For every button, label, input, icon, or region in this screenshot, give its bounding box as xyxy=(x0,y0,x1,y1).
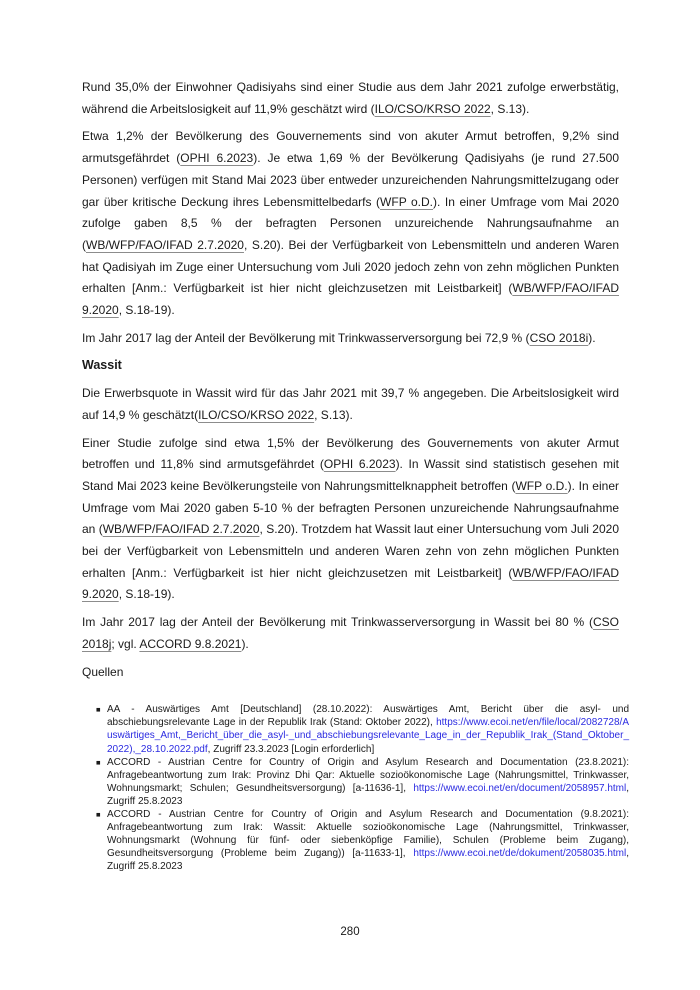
paragraph: Im Jahr 2017 lag der Anteil der Bevölkerung mit Trinkwasserversorgung in Wassit bei 80 % (CSO 2018j; vgl. ACCORD 9.8.2021). xyxy=(82,615,619,651)
paragraph: Rund 35,0% der Einwohner Qadisiyahs sind einer Studie aus dem Jahr 2021 zufolge erwerbstätig, während die Arbeitslosigkeit auf 11,9% geschätzt wird (ILO/CSO/KRSO 2022, S.13). xyxy=(82,80,619,116)
source-item: ■ ACCORD - Austrian Centre for Country of Origin and Asylum Research and Documentation (9.8.2021): Anfragebeantwortung zum Irak: Wassit: Aktuelle sozioökonomische Lage (Nahrungsmittel, Trinkwasser, Wohnungsmarkt (Wohnung für fünf- oder siebenköpfige Familie), Schulen (Probleme beim Zugang), Gesundheitsversorgung (Probleme beim Zugang)) [a-11633-1], https://www.ecoi.net/de/dokument/2058035.html, Zugriff 25.8.2023 xyxy=(96,809,629,873)
source-item: ■ ACCORD - Austrian Centre for Country of Origin and Asylum Research and Documentation (23.8.2021): Anfragebeantwortung zum Irak: Provinz Dhi Qar: Aktuelle sozioökonomische Lage (Nahrungsmittel, Trinkwasser, Wohnungsmarkt; Schulen; Gesundheitsversorgung) [a-11636-1], https://www.ecoi.net/en/document/2058957.html, Zugriff 25.8.2023 xyxy=(96,756,629,807)
reference-link[interactable]: WB/WFP/FAO/IFAD 2.7.2020 xyxy=(86,237,244,252)
paragraph: Etwa 1,2% der Bevölkerung des Gouvernements sind von akuter Armut betroffen, 9,2% sind armutsgefährdet (OPHI 6.2023). Je etwa 1,69 % der Bevölkerung Qadisiyahs (je rund 27.500 Personen) verfügen mit Stand Mai 2023 über entweder unzureichenden Nahrungsmittelzugang oder gar über kritische Deckung ihres Lebensmittelbedarfs (WFP o.D.). In einer Umfrage vom Mai 2020 zufolge gaben 8,5 % der befragten Personen unzureichende Nahrungsaufnahme an (WB/WFP/FAO/IFAD 2.7.2020, S.20). Bei der Verfügbarkeit von Lebensmitteln und anderen Waren hat Qadisiyah im Zuge einer Untersuchung vom Juli 2020 jedoch zehn von zehn möglichen Punkten erhalten [Anm.: Verfügbarkeit ist hier nicht gleichzusetzen mit Leistbarkeit] (WB/WFP/FAO/IFAD 9.2020, S.18-19). xyxy=(82,129,620,318)
external-url-link[interactable]: https://www.ecoi.net/en/file/local/2082728/Auswärtiges_Amt,_Bericht_über_die_asyl-_und_abschiebungsrelevante_Lage_in_der_Republik_Irak_(Stand_Oktober_2022),_28.10.2022.pdf xyxy=(107,717,630,755)
reference-link[interactable]: CSO 2018j xyxy=(82,615,619,651)
bullet-square-icon: ■ xyxy=(96,757,101,767)
document-body xyxy=(82,77,619,683)
reference-link[interactable]: OPHI 6.2023 xyxy=(180,151,254,166)
external-url-link[interactable]: https://www.ecoi.net/en/document/2058957.html xyxy=(413,782,627,794)
page-number: 280 xyxy=(340,926,360,938)
bullet-square-icon: ■ xyxy=(96,705,101,715)
source-item: ■ AA - Auswärtiges Amt [Deutschland] (28.10.2022): Auswärtiges Amt, Bericht über die asyl- und abschiebungsrelevante Lage in der Republik Irak (Stand: Oktober 2022), https://www.ecoi.net/en/file/local/2082728/Auswärtiges_Amt,_Bericht_über_die_asyl-_und_abschiebungsrelevante_Lage_in_der_Republik_Irak_(Stand_Oktober_2022),_28.10.2022.pdf, Zugriff 23.3.2023 [Login erforderlich] xyxy=(96,704,630,755)
reference-link[interactable]: WB/WFP/FAO/IFAD 9.2020 xyxy=(82,565,619,602)
bullet-square-icon: ■ xyxy=(96,810,101,820)
reference-link[interactable]: CSO 2018i xyxy=(529,330,589,345)
reference-link[interactable]: OPHI 6.2023 xyxy=(323,457,396,472)
reference-link[interactable]: ILO/CSO/KRSO 2022 xyxy=(374,101,491,116)
reference-link[interactable]: ILO/CSO/KRSO 2022 xyxy=(198,407,315,422)
paragraph: Im Jahr 2017 lag der Anteil der Bevölkerung mit Trinkwasserversorgung bei 72,9 % (CSO 2018i). xyxy=(82,330,596,345)
document-content xyxy=(82,77,630,874)
sources-label: Quellen xyxy=(82,664,124,679)
reference-link[interactable]: WFP o.D. xyxy=(380,194,434,209)
paragraph: Einer Studie zufolge sind etwa 1,5% der Bevölkerung des Gouvernements von akuter Armut betroffen und 11,8% sind armutsgefährdet (OPHI 6.2023). In Wassit sind statistisch gesehen mit Stand Mai 2023 keine Bevölkerungsteile von Nahrungsmittelknappheit betroffen (WFP o.D.). In einer Umfrage vom Mai 2020 gaben 5-10 % der befragten Personen unzureichende Nahrungsaufnahme an (WB/WFP/FAO/IFAD 2.7.2020, S.20). Trotzdem hat Wassit laut einer Untersuchung vom Juli 2020 bei der Verfügbarkeit von Lebensmitteln und anderen Waren zehn von zehn möglichen Punkten erhalten [Anm.: Verfügbarkeit ist hier nicht gleichzusetzen mit Leistbarkeit] (WB/WFP/FAO/IFAD 9.2020, S.18-19). xyxy=(82,435,619,602)
reference-link[interactable]: WB/WFP/FAO/IFAD 2.7.2020 xyxy=(102,522,260,537)
sources-list xyxy=(95,703,629,873)
reference-link[interactable]: WB/WFP/FAO/IFAD 9.2020 xyxy=(82,281,619,318)
paragraph: Die Erwerbsquote in Wassit wird für das Jahr 2021 mit 39,7 % angegeben. Die Arbeitslosigkeit wird auf 14,9 % geschätzt(ILO/CSO/KRSO 2022, S.13). xyxy=(82,386,619,422)
section-heading: Wassit xyxy=(82,358,122,373)
reference-link[interactable]: WFP o.D. xyxy=(515,478,568,493)
external-url-link[interactable]: https://www.ecoi.net/de/dokument/2058035.html xyxy=(413,848,627,860)
reference-link[interactable]: ACCORD 9.8.2021 xyxy=(139,636,242,651)
